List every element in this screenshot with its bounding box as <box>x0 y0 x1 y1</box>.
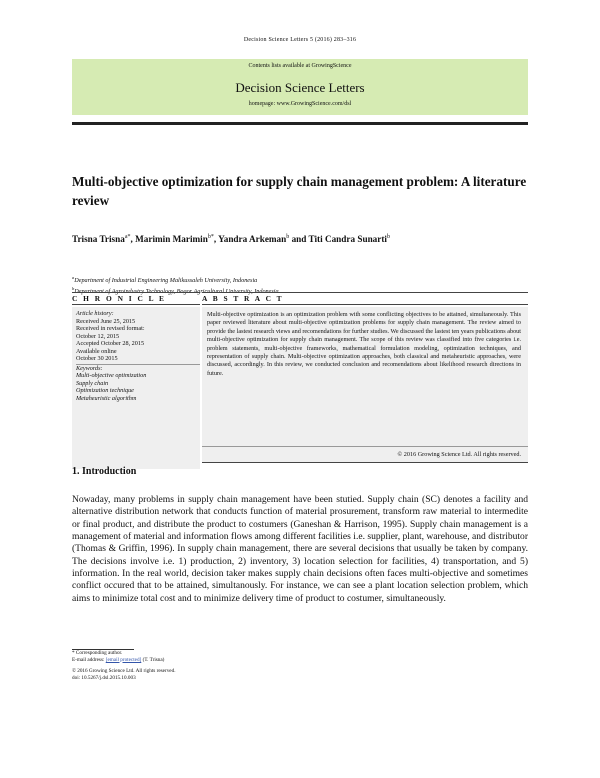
keywords-label: Keywords: <box>76 364 200 373</box>
contents-line: Contents lists available at GrowingScience <box>248 63 352 69</box>
journal-name: Decision Science Letters <box>235 80 365 95</box>
chronicle-rule <box>72 292 200 293</box>
header-rule <box>72 122 528 125</box>
chronicle-rule-lower <box>72 304 200 305</box>
available-label: Available online <box>76 347 117 355</box>
article-info <box>76 310 200 403</box>
received-date: Received June 25, 2015 <box>76 317 136 325</box>
affiliation-line: b <box>72 286 75 292</box>
available-date: October 30 2015 <box>76 355 118 363</box>
abstract-copyright: © 2016 Growing Science Ltd. All rights reserved. <box>397 451 521 458</box>
chronicle-heading: C H R O N I C L E <box>72 294 166 303</box>
author-sup: b* <box>207 234 214 240</box>
abstract-divider <box>202 446 528 447</box>
abstract-text: Multi-objective optimization is an optimization problem with some conflicting objectives to be attained, simultaneously. This paper reviewed literature about multi-objective optimization problems for supply chain management. The review aimed to provide the lastest research views and recomendations for further studies. We discussed the lastest ten years publications about multi-objective optimization for supply chain management. The scope of this review was classified into five categories i.e. problem statements, multi-objective frameworks, mathematical formulation modeling, optimization techniques, and representation of supply chain. Multi-objective optimization approaches, both classical and metaheuristic approaches, were discussed, accordingly. In this review, we conducted conclusion and recomendations about likelihood research directions in future. <box>207 311 521 377</box>
revised-date: October 12, 2015 <box>76 332 120 340</box>
corresponding-author-note: * Corresponding author. <box>72 650 123 656</box>
abstract-bottom-rule <box>202 462 528 463</box>
author-name: Trisna Trisna <box>72 234 125 245</box>
journal-homepage[interactable]: homepage: www.GrowingScience.com/dsl <box>248 101 352 107</box>
history-label: Article history: <box>76 310 114 317</box>
abstract-heading: A B S T R A C T <box>202 294 284 303</box>
keyword: Supply chain <box>76 379 109 387</box>
email-link[interactable]: [email protected] <box>105 656 142 663</box>
keyword: Optimization technique <box>76 387 134 395</box>
running-head: Decision Science Letters 5 (2016) 283–316 <box>243 37 357 43</box>
author-list: Trisna Trisna$^{a*}$, Marimin Marimin$^{b*}$, Yandra Arkeman$^b$ and Titi Candra Sunarti$^b$ <box>72 234 390 245</box>
footnote <box>72 650 528 681</box>
author-sup: b <box>286 234 290 240</box>
abstract-rule-lower <box>202 304 528 305</box>
revised-label: Received in revised format: <box>76 325 145 333</box>
section-heading: 1. Introduction <box>72 466 137 477</box>
accepted-date: Accepted October 28, 2015 <box>76 340 145 348</box>
author-name: Yandra Arkeman <box>218 234 287 245</box>
author-name: Titi Candra Sunarti <box>308 234 387 245</box>
body-paragraph: Nowaday, many problems in supply chain management have been stutied. Supply chain (SC) denotes a facility and alternative distribution network that conducts function of material prosurement, transform raw material to intermedite or final product, and distribute the product to costumers (Ganeshan & Harrison, 1995). Supply chain management is a management of material and information flows among different facilities i.e. supplier, plant, warehouse, and distributor (Thomas & Griffin, 1996). In supply chain management, there are several decisions that usually be taken by company. The decisions involve i.e. 1) production, 2) inventory, 3) location selection for facilities, 4) transportation, and 5) information. In the real world, decision taker makes supply chain decisions often faces multi-objective and sometimes conflict occured that to be attained, simultanously. For instance, we can see a plant location selection problem, which aims to minimize total cost and to minimize delivery time of product to costumer, simultaneously. <box>72 494 528 604</box>
affiliation-line: $^a$Department of Industrial Engineering Malikussaleh University, Indonesia <box>72 275 258 285</box>
footnote-copyright: © 2016 Growing Science Ltd. All rights reserved. <box>72 668 176 674</box>
keyword: Metaheuristic algorithm <box>76 395 137 403</box>
abstract-rule <box>202 292 528 293</box>
author-sup: a* <box>124 234 131 240</box>
author-sup: b <box>386 234 390 240</box>
email-line: E-mail address: [email protected] (T. Trisna) <box>72 656 165 663</box>
doi: doi: 10.5267/j.dsl.2015.10.003 <box>72 674 136 681</box>
article-title: Multi-objective optimization for supply chain management problem: A literature review <box>72 174 527 208</box>
keyword: Multi-objective optimization <box>76 372 147 380</box>
author-name: Marimin Marimin <box>135 234 208 245</box>
